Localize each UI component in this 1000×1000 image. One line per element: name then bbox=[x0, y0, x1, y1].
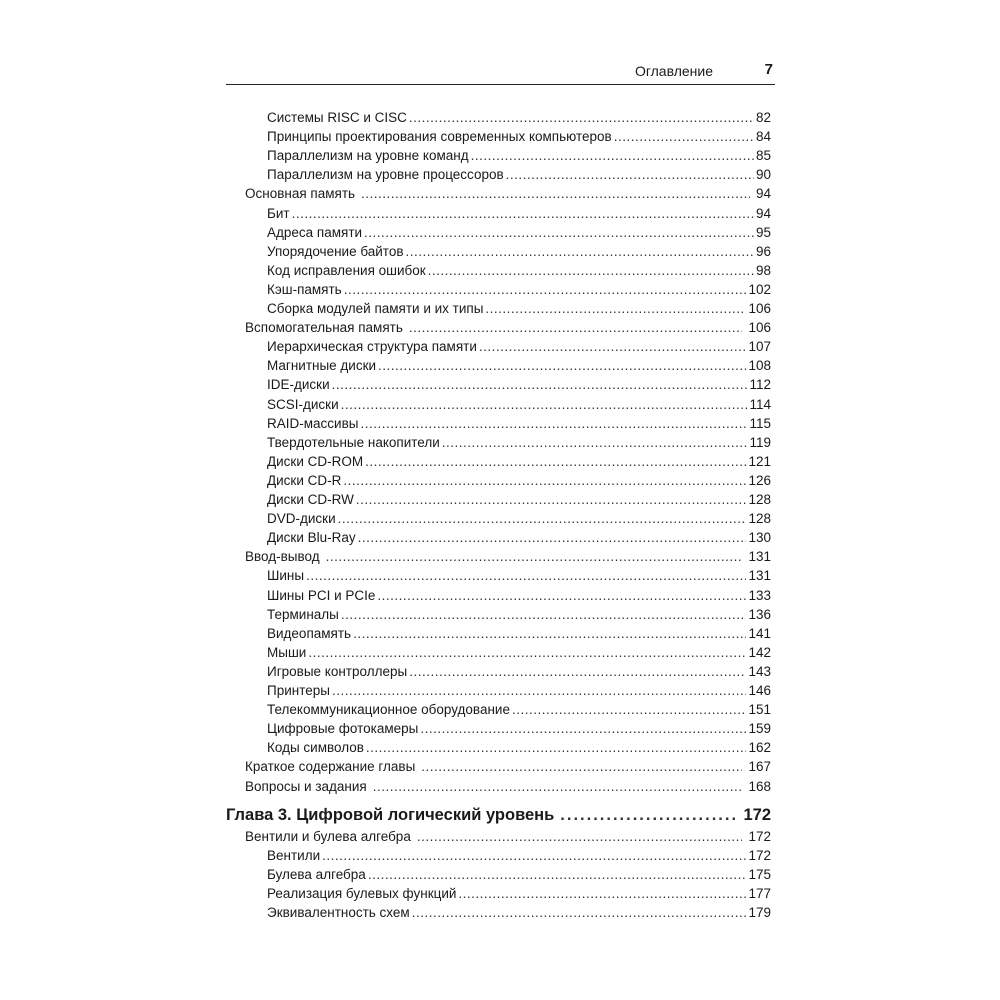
toc-entry-page: 172 bbox=[748, 847, 771, 863]
toc-entry-title: Кэш-память bbox=[267, 281, 342, 297]
toc-entry-title: Терминалы bbox=[267, 606, 339, 622]
toc-entry-page: 162 bbox=[748, 740, 771, 756]
toc-entry bbox=[267, 299, 771, 318]
toc-entry-page: 159 bbox=[748, 721, 771, 737]
toc-entry-title: Код исправления ошибок bbox=[267, 262, 426, 278]
toc-entry bbox=[267, 356, 771, 375]
toc-entry-title: Твердотельные накопители bbox=[267, 434, 440, 450]
toc-entry-page: 177 bbox=[748, 885, 771, 901]
toc-entry-page: 119 bbox=[749, 434, 771, 450]
toc-entry-title: Основная память bbox=[245, 186, 356, 202]
toc-entry bbox=[267, 223, 771, 242]
dot-leader bbox=[366, 738, 747, 757]
dot-leader bbox=[406, 242, 754, 261]
dot-leader bbox=[292, 204, 754, 223]
toc-entry bbox=[267, 586, 771, 605]
toc-entry-title: Иерархическая структура памяти bbox=[267, 339, 477, 355]
toc-entry-title: Коды символов bbox=[267, 740, 364, 756]
dot-leader bbox=[338, 509, 747, 528]
toc-entry-title: Диски CD-R bbox=[267, 472, 342, 488]
toc-entry bbox=[267, 165, 771, 184]
toc-entry-title: Видеопамять bbox=[267, 625, 352, 641]
dot-leader bbox=[442, 433, 748, 452]
toc-entry bbox=[267, 865, 771, 884]
toc-entry bbox=[267, 738, 771, 757]
dot-leader bbox=[343, 471, 746, 490]
toc-entry-title: Булева алгебра bbox=[267, 866, 366, 882]
toc-entry bbox=[267, 903, 771, 922]
toc-entry-title: Системы RISC и CISC bbox=[267, 110, 407, 125]
toc-entry-page: 106 bbox=[748, 301, 771, 316]
toc-entry bbox=[267, 719, 771, 738]
dot-leader bbox=[428, 261, 754, 280]
toc-entry-page: 95 bbox=[755, 224, 771, 240]
toc-entry bbox=[267, 414, 771, 433]
toc-entry-page: 108 bbox=[748, 358, 771, 374]
toc-entry-title: DVD-диски bbox=[267, 511, 336, 527]
toc-entry-title: IDE-диски bbox=[267, 377, 330, 393]
toc-entry-page: 172 bbox=[748, 828, 771, 844]
toc-entry-title: Диски Blu-Ray bbox=[267, 530, 356, 546]
dot-leader bbox=[560, 804, 737, 826]
toc-entry-page: 128 bbox=[748, 492, 771, 507]
dot-leader bbox=[421, 757, 742, 776]
toc-entry bbox=[267, 700, 771, 719]
toc-entry-title: Параллелизм на уровне процессоров bbox=[267, 167, 504, 183]
dot-leader bbox=[341, 605, 747, 624]
toc-entry-page: 175 bbox=[748, 866, 771, 882]
toc-entry-page: 133 bbox=[748, 587, 771, 603]
toc-entry-page: 141 bbox=[748, 625, 771, 641]
toc-entry-page: 179 bbox=[748, 905, 771, 920]
dot-leader bbox=[485, 299, 746, 318]
toc-entry-title: Диски CD-ROM bbox=[267, 453, 364, 469]
toc-entry-page: 114 bbox=[749, 396, 771, 412]
dot-leader bbox=[326, 547, 743, 566]
toc-entry-page: 98 bbox=[755, 262, 771, 278]
toc-entry bbox=[267, 509, 771, 528]
toc-entry-page: 136 bbox=[748, 606, 771, 622]
toc-entry-title: Эквивалентность схем bbox=[267, 905, 410, 920]
toc-entry-title: Диски CD-RW bbox=[267, 492, 354, 507]
toc-entry bbox=[267, 681, 771, 700]
toc-entry bbox=[267, 242, 771, 261]
dot-leader bbox=[506, 165, 754, 184]
toc-entry-title: Мыши bbox=[267, 644, 307, 660]
toc-entry-title: Глава 3. Цифровой логический уровень bbox=[226, 805, 555, 824]
dot-leader bbox=[353, 624, 746, 643]
toc-entry-page: 131 bbox=[748, 568, 771, 584]
toc-entry-title: Ввод-вывод bbox=[245, 549, 320, 565]
dot-leader bbox=[322, 846, 746, 865]
toc-entry-title: Принтеры bbox=[267, 683, 330, 698]
toc-entry-page: 96 bbox=[755, 243, 771, 259]
dot-leader bbox=[306, 566, 746, 585]
dot-leader bbox=[479, 337, 747, 356]
toc-entry-title: Телекоммуникационное оборудование bbox=[267, 702, 510, 718]
dot-leader bbox=[471, 146, 754, 165]
dot-leader bbox=[614, 127, 754, 146]
toc-entry bbox=[267, 566, 771, 585]
dot-leader bbox=[332, 375, 748, 394]
dot-leader bbox=[360, 414, 747, 433]
toc-entry-title: Сборка модулей памяти и их типы bbox=[267, 301, 484, 316]
toc-entry bbox=[267, 528, 771, 547]
toc-entry-page: 121 bbox=[748, 453, 771, 469]
toc-entry bbox=[245, 757, 771, 776]
dot-leader bbox=[341, 395, 748, 414]
toc-entry-page: 102 bbox=[748, 281, 771, 297]
toc-entry bbox=[267, 146, 771, 165]
toc-entry bbox=[267, 884, 771, 903]
toc-entry-title: Вопросы и задания bbox=[245, 778, 367, 794]
toc-entry-page: 128 bbox=[748, 511, 771, 527]
toc-entry-page: 146 bbox=[748, 683, 771, 698]
toc-entry-title: Вентили и булева алгебра bbox=[245, 828, 411, 844]
running-header bbox=[226, 62, 775, 85]
dot-leader bbox=[356, 490, 747, 509]
toc-entry-page: 85 bbox=[755, 148, 771, 164]
dot-leader bbox=[458, 884, 746, 903]
toc-entry-title: RAID-массивы bbox=[267, 415, 359, 431]
toc-entry-page: 94 bbox=[755, 205, 771, 221]
dot-leader bbox=[512, 700, 747, 719]
toc-entry bbox=[267, 280, 771, 299]
toc-entry-page: 115 bbox=[749, 415, 771, 431]
toc-entry-page: 151 bbox=[748, 702, 771, 718]
toc-entry-title: Вспомогательная память bbox=[245, 320, 403, 336]
dot-leader bbox=[420, 719, 746, 738]
toc-entry bbox=[267, 490, 771, 509]
toc-entry bbox=[245, 318, 771, 337]
toc-entry-title: Параллелизм на уровне команд bbox=[267, 148, 469, 164]
toc-entry-title: Игровые контроллеры bbox=[267, 663, 408, 679]
toc-entry bbox=[245, 777, 771, 796]
dot-leader bbox=[409, 318, 743, 337]
toc-entry bbox=[267, 204, 771, 223]
toc-entry bbox=[267, 846, 771, 865]
toc-entry bbox=[267, 662, 771, 681]
dot-leader bbox=[417, 827, 743, 846]
dot-leader bbox=[308, 643, 746, 662]
toc-entry-title: Реализация булевых функций bbox=[267, 885, 457, 901]
toc-entry bbox=[267, 605, 771, 624]
toc-entry bbox=[267, 433, 771, 452]
toc-entry-page: 168 bbox=[748, 778, 771, 794]
running-header-title: Оглавление bbox=[634, 63, 713, 79]
toc-entry-page: 107 bbox=[748, 339, 771, 355]
toc-entry bbox=[267, 624, 771, 643]
toc-entry bbox=[245, 827, 771, 846]
toc-entry-page: 94 bbox=[755, 186, 771, 202]
toc-entry-page: 106 bbox=[748, 320, 771, 336]
dot-leader bbox=[378, 356, 746, 375]
toc-entry bbox=[245, 547, 771, 566]
dot-leader bbox=[365, 452, 746, 471]
toc-entry-page: 126 bbox=[748, 472, 771, 488]
toc-entry bbox=[267, 261, 771, 280]
toc-entry-title: SCSI-диски bbox=[267, 396, 339, 412]
dot-leader bbox=[358, 528, 747, 547]
toc-entry-page: 82 bbox=[755, 110, 771, 125]
toc-entry-title: Упорядочение байтов bbox=[267, 243, 404, 259]
toc-entry bbox=[267, 471, 771, 490]
toc-entry-page: 172 bbox=[743, 805, 771, 824]
toc-entry-title: Шины bbox=[267, 568, 305, 584]
toc-entry-title: Краткое содержание главы bbox=[245, 759, 416, 775]
dot-leader bbox=[344, 280, 747, 299]
toc-entry bbox=[267, 452, 771, 471]
toc-entry-title: Магнитные диски bbox=[267, 358, 377, 374]
toc-entry-page: 167 bbox=[748, 759, 771, 775]
dot-leader bbox=[368, 865, 747, 884]
toc-entry-page: 131 bbox=[748, 549, 771, 565]
toc-entry-title: Принципы проектирования современных компьютеров bbox=[267, 129, 612, 145]
toc-entry-page: 130 bbox=[748, 530, 771, 546]
dot-leader bbox=[409, 662, 746, 681]
toc-entry bbox=[267, 395, 771, 414]
toc-entry-title: Адреса памяти bbox=[267, 224, 363, 240]
dot-leader bbox=[332, 681, 747, 700]
toc-entry bbox=[267, 337, 771, 356]
toc-entry-title: Бит bbox=[267, 205, 290, 221]
toc-entry bbox=[267, 127, 771, 146]
toc-entry-page: 142 bbox=[748, 644, 771, 660]
page-number: 7 bbox=[764, 61, 773, 78]
toc-entry-title: Шины PCI и PCIe bbox=[267, 587, 376, 603]
toc-entry-page: 143 bbox=[748, 663, 771, 679]
dot-leader bbox=[361, 184, 750, 203]
toc-entry-page: 90 bbox=[755, 167, 771, 183]
dot-leader bbox=[377, 586, 746, 605]
toc-entry bbox=[267, 375, 771, 394]
toc-entry bbox=[245, 184, 771, 203]
toc-entry-title: Вентили bbox=[267, 847, 321, 863]
dot-leader bbox=[373, 777, 743, 796]
toc-entry bbox=[267, 108, 771, 127]
toc-chapter-entry bbox=[226, 804, 771, 826]
dot-leader bbox=[364, 223, 754, 242]
dot-leader bbox=[412, 903, 747, 922]
toc-entry-title: Цифровые фотокамеры bbox=[267, 721, 419, 737]
dot-leader bbox=[409, 108, 754, 127]
toc-entry bbox=[267, 643, 771, 662]
toc-entry-page: 112 bbox=[749, 377, 771, 393]
toc-entry-page: 84 bbox=[755, 129, 771, 145]
